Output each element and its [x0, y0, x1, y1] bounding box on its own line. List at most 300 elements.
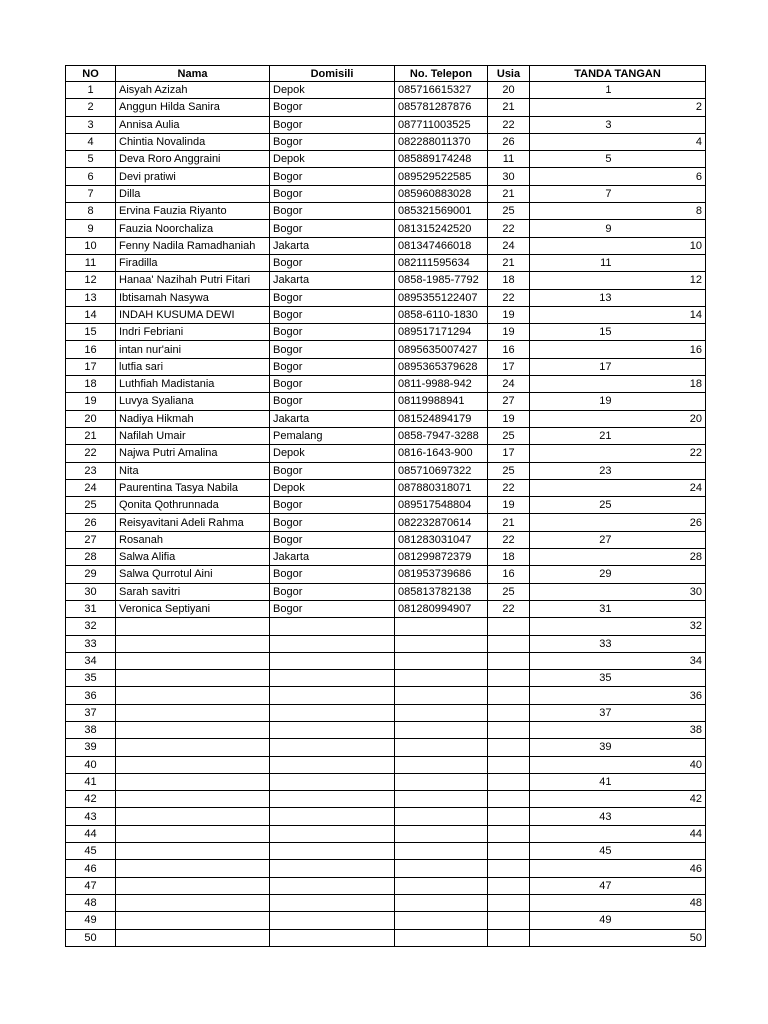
cell-usia [488, 877, 530, 894]
cell-nama: Nafilah Umair [116, 427, 270, 444]
cell-nama: Chintia Novalinda [116, 133, 270, 150]
signature-cell-left: 19 [530, 393, 616, 410]
signature-cell-left: 23 [530, 462, 616, 479]
cell-telepon: 085889174248 [395, 151, 488, 168]
signature-cell-left [530, 376, 616, 393]
cell-no: 5 [66, 151, 116, 168]
cell-nama [116, 877, 270, 894]
cell-usia [488, 808, 530, 825]
cell-domisili: Bogor [270, 393, 395, 410]
cell-telepon [395, 808, 488, 825]
cell-no: 34 [66, 652, 116, 669]
cell-no: 23 [66, 462, 116, 479]
signature-cell-right: 34 [616, 652, 706, 669]
signature-cell-left: 7 [530, 185, 616, 202]
table-row [66, 618, 706, 635]
cell-telepon: 082232870614 [395, 514, 488, 531]
cell-nama: Paurentina Tasya Nabila [116, 479, 270, 496]
cell-usia [488, 670, 530, 687]
cell-telepon [395, 929, 488, 946]
cell-telepon [395, 860, 488, 877]
cell-telepon [395, 635, 488, 652]
signature-cell-right: 26 [616, 514, 706, 531]
cell-telepon: 0895635007427 [395, 341, 488, 358]
table-row [66, 151, 706, 168]
signature-cell-right [616, 566, 706, 583]
cell-telepon: 081953739686 [395, 566, 488, 583]
table-body [66, 82, 706, 947]
cell-no: 4 [66, 133, 116, 150]
table-row [66, 531, 706, 548]
table-row [66, 341, 706, 358]
table-row [66, 220, 706, 237]
signature-cell-left: 41 [530, 773, 616, 790]
signature-cell-right [616, 151, 706, 168]
cell-usia [488, 618, 530, 635]
table-row [66, 82, 706, 99]
cell-no: 47 [66, 877, 116, 894]
cell-nama [116, 618, 270, 635]
cell-no: 27 [66, 531, 116, 548]
signature-cell-right [616, 773, 706, 790]
cell-no: 33 [66, 635, 116, 652]
table-row [66, 739, 706, 756]
cell-usia [488, 894, 530, 911]
cell-telepon [395, 618, 488, 635]
cell-usia: 25 [488, 462, 530, 479]
cell-usia [488, 635, 530, 652]
cell-usia [488, 912, 530, 929]
cell-telepon: 08119988941 [395, 393, 488, 410]
cell-nama: Luvya Syaliana [116, 393, 270, 410]
signature-cell-left: 3 [530, 116, 616, 133]
cell-usia [488, 739, 530, 756]
cell-usia: 22 [488, 116, 530, 133]
signature-cell-right [616, 877, 706, 894]
cell-domisili: Jakarta [270, 549, 395, 566]
cell-telepon: 087711003525 [395, 116, 488, 133]
signature-cell-left [530, 306, 616, 323]
cell-no: 49 [66, 912, 116, 929]
cell-nama: Annisa Aulia [116, 116, 270, 133]
cell-no: 43 [66, 808, 116, 825]
cell-usia: 22 [488, 220, 530, 237]
cell-telepon [395, 912, 488, 929]
table-row [66, 289, 706, 306]
cell-no: 17 [66, 358, 116, 375]
cell-usia [488, 704, 530, 721]
signature-cell-left [530, 894, 616, 911]
cell-no: 15 [66, 324, 116, 341]
header-no: NO [66, 66, 116, 82]
signature-cell-right [616, 497, 706, 514]
cell-no: 38 [66, 721, 116, 738]
table-row [66, 133, 706, 150]
cell-telepon: 081524894179 [395, 410, 488, 427]
cell-usia [488, 860, 530, 877]
cell-domisili [270, 704, 395, 721]
cell-usia: 19 [488, 497, 530, 514]
cell-no: 50 [66, 929, 116, 946]
cell-domisili: Bogor [270, 289, 395, 306]
cell-no: 35 [66, 670, 116, 687]
cell-telepon: 081347466018 [395, 237, 488, 254]
table-row [66, 358, 706, 375]
signature-cell-right [616, 324, 706, 341]
cell-no: 26 [66, 514, 116, 531]
cell-no: 30 [66, 583, 116, 600]
cell-usia: 21 [488, 185, 530, 202]
cell-telepon [395, 739, 488, 756]
cell-no: 46 [66, 860, 116, 877]
signature-cell-left: 17 [530, 358, 616, 375]
cell-usia: 16 [488, 566, 530, 583]
cell-nama [116, 808, 270, 825]
signature-cell-left [530, 410, 616, 427]
cell-domisili: Bogor [270, 600, 395, 617]
cell-no: 2 [66, 99, 116, 116]
table-row [66, 791, 706, 808]
signature-cell-right [616, 393, 706, 410]
signature-cell-right [616, 220, 706, 237]
cell-domisili: Bogor [270, 133, 395, 150]
cell-usia: 25 [488, 203, 530, 220]
cell-no: 31 [66, 600, 116, 617]
cell-telepon: 082288011370 [395, 133, 488, 150]
cell-no: 42 [66, 791, 116, 808]
signature-cell-right: 8 [616, 203, 706, 220]
table-row [66, 877, 706, 894]
header-nama: Nama [116, 66, 270, 82]
cell-domisili: Bogor [270, 358, 395, 375]
cell-no: 6 [66, 168, 116, 185]
cell-nama: Firadilla [116, 254, 270, 271]
cell-nama: lutfia sari [116, 358, 270, 375]
table-row [66, 393, 706, 410]
cell-nama: Qonita Qothrunnada [116, 497, 270, 514]
signature-cell-right [616, 289, 706, 306]
signature-cell-left [530, 341, 616, 358]
cell-domisili: Bogor [270, 583, 395, 600]
cell-nama: Fauzia Noorchaliza [116, 220, 270, 237]
cell-usia [488, 652, 530, 669]
cell-no: 24 [66, 479, 116, 496]
cell-domisili [270, 877, 395, 894]
cell-nama [116, 704, 270, 721]
signature-cell-left [530, 618, 616, 635]
signature-cell-right [616, 739, 706, 756]
table-row [66, 912, 706, 929]
table-row [66, 376, 706, 393]
signature-cell-left: 21 [530, 427, 616, 444]
cell-domisili: Jakarta [270, 237, 395, 254]
cell-usia: 21 [488, 254, 530, 271]
cell-no: 29 [66, 566, 116, 583]
table-row [66, 843, 706, 860]
table-row [66, 410, 706, 427]
cell-no: 22 [66, 445, 116, 462]
cell-nama [116, 652, 270, 669]
signature-cell-right: 44 [616, 825, 706, 842]
table-row [66, 427, 706, 444]
cell-no: 14 [66, 306, 116, 323]
cell-usia: 24 [488, 376, 530, 393]
cell-telepon: 085960883028 [395, 185, 488, 202]
cell-no: 39 [66, 739, 116, 756]
signature-cell-left: 35 [530, 670, 616, 687]
signature-cell-right [616, 843, 706, 860]
signature-cell-right: 22 [616, 445, 706, 462]
cell-domisili: Bogor [270, 497, 395, 514]
cell-domisili [270, 808, 395, 825]
cell-nama: Rosanah [116, 531, 270, 548]
cell-telepon: 085813782138 [395, 583, 488, 600]
signature-cell-left [530, 445, 616, 462]
cell-telepon: 0816-1643-900 [395, 445, 488, 462]
cell-domisili: Bogor [270, 531, 395, 548]
cell-no: 20 [66, 410, 116, 427]
signature-cell-right: 18 [616, 376, 706, 393]
cell-no: 21 [66, 427, 116, 444]
cell-usia [488, 843, 530, 860]
table-row [66, 306, 706, 323]
cell-usia: 24 [488, 237, 530, 254]
cell-domisili: Bogor [270, 514, 395, 531]
table-row [66, 497, 706, 514]
table-row [66, 445, 706, 462]
cell-domisili: Bogor [270, 341, 395, 358]
cell-domisili [270, 670, 395, 687]
cell-domisili [270, 652, 395, 669]
cell-nama: Salwa Alifia [116, 549, 270, 566]
cell-domisili: Bogor [270, 566, 395, 583]
signature-cell-left [530, 99, 616, 116]
cell-usia: 22 [488, 479, 530, 496]
cell-domisili [270, 739, 395, 756]
signature-cell-left [530, 791, 616, 808]
cell-telepon: 0858-7947-3288 [395, 427, 488, 444]
signature-cell-right: 2 [616, 99, 706, 116]
cell-domisili: Bogor [270, 254, 395, 271]
cell-telepon: 085781287876 [395, 99, 488, 116]
signature-cell-right: 36 [616, 687, 706, 704]
cell-usia [488, 721, 530, 738]
signature-cell-left: 47 [530, 877, 616, 894]
cell-telepon: 081299872379 [395, 549, 488, 566]
cell-domisili: Jakarta [270, 272, 395, 289]
cell-nama [116, 825, 270, 842]
cell-nama [116, 635, 270, 652]
signature-cell-right [616, 600, 706, 617]
cell-nama: Deva Roro Anggraini [116, 151, 270, 168]
table-row [66, 721, 706, 738]
cell-no: 9 [66, 220, 116, 237]
cell-no: 8 [66, 203, 116, 220]
cell-telepon: 085710697322 [395, 462, 488, 479]
cell-nama [116, 739, 270, 756]
cell-no: 25 [66, 497, 116, 514]
cell-usia: 17 [488, 358, 530, 375]
cell-usia: 19 [488, 324, 530, 341]
signature-cell-right [616, 808, 706, 825]
cell-domisili: Pemalang [270, 427, 395, 444]
cell-telepon: 082111595634 [395, 254, 488, 271]
signature-cell-left: 29 [530, 566, 616, 583]
signature-cell-left [530, 479, 616, 496]
cell-no: 1 [66, 82, 116, 99]
signature-cell-right [616, 462, 706, 479]
cell-domisili [270, 843, 395, 860]
cell-telepon: 0895355122407 [395, 289, 488, 306]
signature-cell-right [616, 531, 706, 548]
signature-cell-right [616, 254, 706, 271]
signature-cell-right: 14 [616, 306, 706, 323]
cell-nama: Salwa Qurrotul Aini [116, 566, 270, 583]
signature-cell-right: 24 [616, 479, 706, 496]
cell-telepon: 0858-6110-1830 [395, 306, 488, 323]
signature-cell-right: 12 [616, 272, 706, 289]
cell-usia: 27 [488, 393, 530, 410]
cell-usia: 22 [488, 600, 530, 617]
cell-domisili: Bogor [270, 306, 395, 323]
header-domisili: Domisili [270, 66, 395, 82]
cell-usia: 25 [488, 427, 530, 444]
signature-cell-right: 10 [616, 237, 706, 254]
cell-nama [116, 773, 270, 790]
signature-cell-left: 31 [530, 600, 616, 617]
signature-cell-right [616, 116, 706, 133]
table-row [66, 635, 706, 652]
cell-domisili: Bogor [270, 376, 395, 393]
cell-nama [116, 843, 270, 860]
cell-usia [488, 791, 530, 808]
table-row [66, 600, 706, 617]
cell-no: 44 [66, 825, 116, 842]
cell-nama [116, 687, 270, 704]
table-row [66, 237, 706, 254]
signature-cell-right: 42 [616, 791, 706, 808]
cell-nama: Aisyah Azizah [116, 82, 270, 99]
cell-nama [116, 912, 270, 929]
cell-nama: Nadiya Hikmah [116, 410, 270, 427]
cell-domisili: Bogor [270, 185, 395, 202]
table-row [66, 687, 706, 704]
signature-cell-left [530, 860, 616, 877]
signature-cell-left [530, 133, 616, 150]
cell-usia: 30 [488, 168, 530, 185]
cell-domisili [270, 929, 395, 946]
cell-domisili: Bogor [270, 462, 395, 479]
table-row [66, 116, 706, 133]
cell-domisili: Jakarta [270, 410, 395, 427]
cell-telepon [395, 843, 488, 860]
cell-domisili: Bogor [270, 168, 395, 185]
signature-cell-left [530, 203, 616, 220]
cell-usia [488, 825, 530, 842]
signature-cell-right [616, 427, 706, 444]
cell-domisili [270, 618, 395, 635]
cell-no: 37 [66, 704, 116, 721]
cell-no: 19 [66, 393, 116, 410]
cell-no: 48 [66, 894, 116, 911]
cell-usia: 22 [488, 289, 530, 306]
table-row [66, 254, 706, 271]
cell-nama [116, 756, 270, 773]
cell-nama: Fenny Nadila Ramadhaniah [116, 237, 270, 254]
signature-cell-right [616, 185, 706, 202]
cell-no: 3 [66, 116, 116, 133]
cell-domisili [270, 687, 395, 704]
signature-cell-left [530, 272, 616, 289]
cell-no: 13 [66, 289, 116, 306]
cell-domisili [270, 635, 395, 652]
cell-domisili [270, 912, 395, 929]
cell-domisili [270, 825, 395, 842]
cell-no: 40 [66, 756, 116, 773]
cell-nama: Sarah savitri [116, 583, 270, 600]
signature-cell-right: 38 [616, 721, 706, 738]
cell-domisili: Bogor [270, 203, 395, 220]
cell-nama: INDAH KUSUMA DEWI [116, 306, 270, 323]
signature-cell-left [530, 168, 616, 185]
signature-cell-left: 33 [530, 635, 616, 652]
cell-domisili: Depok [270, 151, 395, 168]
signature-cell-left: 9 [530, 220, 616, 237]
table-row [66, 894, 706, 911]
signature-cell-left: 49 [530, 912, 616, 929]
table-row [66, 756, 706, 773]
table-row [66, 825, 706, 842]
attendance-table [65, 65, 706, 947]
table-row [66, 514, 706, 531]
signature-cell-left [530, 756, 616, 773]
cell-domisili: Depok [270, 445, 395, 462]
cell-nama [116, 929, 270, 946]
cell-nama: Luthfiah Madistania [116, 376, 270, 393]
signature-cell-right: 46 [616, 860, 706, 877]
table-row [66, 704, 706, 721]
cell-telepon [395, 670, 488, 687]
cell-domisili [270, 721, 395, 738]
signature-cell-left: 11 [530, 254, 616, 271]
cell-domisili: Depok [270, 479, 395, 496]
cell-no: 11 [66, 254, 116, 271]
table-row [66, 479, 706, 496]
cell-telepon: 085716615327 [395, 82, 488, 99]
cell-no: 18 [66, 376, 116, 393]
cell-telepon [395, 773, 488, 790]
cell-telepon: 0858-1985-7792 [395, 272, 488, 289]
cell-usia: 21 [488, 514, 530, 531]
cell-nama [116, 721, 270, 738]
cell-domisili [270, 791, 395, 808]
cell-no: 16 [66, 341, 116, 358]
cell-no: 41 [66, 773, 116, 790]
cell-telepon: 089529522585 [395, 168, 488, 185]
header-telepon: No. Telepon [395, 66, 488, 82]
cell-usia: 17 [488, 445, 530, 462]
cell-no: 36 [66, 687, 116, 704]
signature-cell-right: 40 [616, 756, 706, 773]
cell-telepon [395, 877, 488, 894]
header-usia: Usia [488, 66, 530, 82]
signature-cell-right: 48 [616, 894, 706, 911]
cell-usia [488, 756, 530, 773]
table-row [66, 860, 706, 877]
cell-telepon [395, 791, 488, 808]
header-row [66, 66, 706, 82]
cell-usia: 22 [488, 531, 530, 548]
